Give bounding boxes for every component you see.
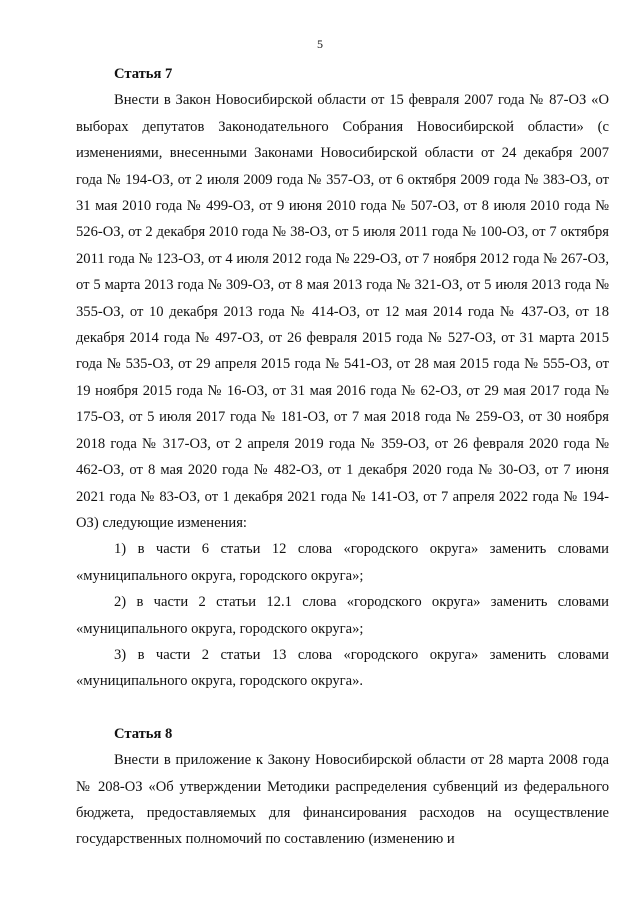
article-7-intro: Внести в Закон Новосибирской области от 15 февраля 2007 года № 87-ОЗ «О выборах депутатов Законодательного Собрания Новосибирской области» (с изменениями, внесенными Законами Новосибирской области от 24 декабря 2007 года № 194-ОЗ, от 2 июля 2009 года № 357-ОЗ, от 6 октября 2009 года № 383-ОЗ, от 31 мая 2010 года № 499-ОЗ, от 9 июня 2010 года № 507-ОЗ, от 8 июля 2010 года № 526-ОЗ, от 2 декабря 2010 года № 38-ОЗ, от 5 июля 2011 года № 100-ОЗ, от 7 октября 2011 года № 123-ОЗ, от 4 июля 2012 года № 229-ОЗ, от 7 ноября 2012 года № 267-ОЗ, от 5 марта 2013 года № 309-ОЗ, от 8 мая 2013 года № 321-ОЗ, от 5 июля 2013 года № 355-ОЗ, от 10 декабря 2013 года № 414-ОЗ, от 12 мая 2014 года № 437-ОЗ, от 18 декабря 2014 года № 497-ОЗ, от 26 февраля 2015 года № 527-ОЗ, от 31 марта 2015 года № 535-ОЗ, от 29 апреля 2015 года № 541-ОЗ, от 28 мая 2015 года № 555-ОЗ, от 19 ноября 2015 года № 16-ОЗ, от 31 мая 2016 года № 62-ОЗ, от 29 мая 2017 года № 175-ОЗ, от 5 июля 2017 года № 181-ОЗ, от 7 мая 2018 года № 259-ОЗ, от 30 ноября 2018 года № 317-ОЗ, от 2 апреля 2019 года № 359-ОЗ, от 26 февраля 2020 года № 462-ОЗ, от 8 мая 2020 года № 482-ОЗ, от 1 декабря 2020 года № 30-ОЗ, от 7 июня 2021 года № 83-ОЗ, от 1 декабря 2021 года № 141-ОЗ, от 7 апреля 2022 года № 194-ОЗ) следующие изменения: (76, 92, 609, 531)
article-7-heading: Статья 7 (114, 66, 173, 82)
document-body (76, 61, 609, 853)
article-7-item-2: 2) в части 2 статьи 12.1 слова «городского округа» заменить словами «муниципального округа, городского округа»; (76, 594, 609, 637)
section-spacer (76, 695, 609, 721)
article-8-intro: Внести в приложение к Закону Новосибирской области от 28 марта 2008 года № 208-ОЗ «Об утверждении Методики распределения субвенций из федерального бюджета, предоставляемых для финансирования расходов на осуществление государственных полномочий по составлению (изменению и (76, 752, 609, 848)
article-7-item-1: 1) в части 6 статьи 12 слова «городского округа» заменить словами «муниципального округа, городского округа»; (76, 541, 609, 584)
article-7-item-3: 3) в части 2 статьи 13 слова «городского округа» заменить словами «муниципального округа, городского округа». (76, 646, 609, 690)
article-8-heading: Статья 8 (114, 725, 173, 742)
page-number: 5 (317, 37, 323, 51)
